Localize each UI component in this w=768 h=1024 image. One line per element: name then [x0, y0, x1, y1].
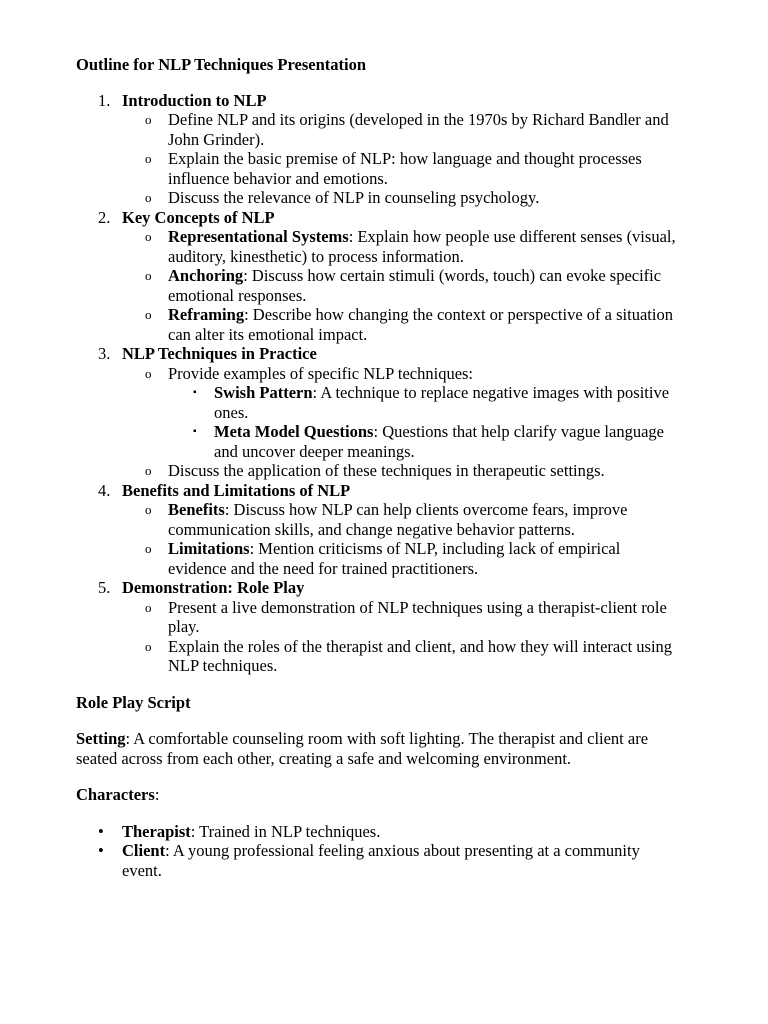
item-text: : Discuss how NLP can help clients overcome fears, improve communication skills, and change negative behavior patterns.	[168, 500, 628, 539]
item-text: Explain the roles of the therapist and client, and how they will interact using NLP techniques.	[168, 636, 673, 675]
item-term: Reframing	[168, 305, 245, 324]
item-text: Provide examples of specific NLP techniques:	[168, 363, 474, 383]
list-item	[122, 149, 676, 188]
character-description: : Trained in NLP techniques.	[190, 821, 381, 841]
roleplay-title: Role Play Script	[76, 692, 191, 712]
sub-list	[122, 110, 676, 208]
item-term: Representational Systems	[168, 227, 349, 246]
characters-list	[76, 822, 676, 881]
circle-bullet-icon: o	[145, 638, 152, 654]
sub-list	[122, 500, 676, 578]
section-heading: NLP Techniques in Practice	[122, 344, 317, 363]
list-item	[122, 266, 676, 305]
list-item	[168, 422, 676, 461]
item-text: Explain the basic premise of NLP: how language and thought processes influence behavior and emotions.	[168, 149, 642, 188]
outline-section	[76, 578, 676, 676]
circle-bullet-icon: o	[145, 599, 152, 615]
character-description: : A young professional feeling anxious about presenting at a community event.	[122, 841, 640, 880]
list-item	[122, 364, 676, 462]
sub-list	[122, 598, 676, 676]
outline-section	[76, 481, 676, 579]
circle-bullet-icon: o	[145, 541, 152, 556]
section-heading: Key Concepts of NLP	[122, 207, 275, 227]
outline-section	[76, 208, 676, 345]
setting-paragraph	[76, 729, 676, 768]
setting-text: : A comfortable counseling room with soft lighting. The therapist and client are seated across from each other, creating a safe and welcoming environment.	[76, 729, 649, 768]
bullet-icon: •	[98, 821, 104, 841]
item-term: Benefits	[168, 500, 225, 519]
circle-bullet-icon: o	[145, 190, 152, 205]
section-number: 2.	[98, 207, 111, 227]
item-text: : A technique to replace negative images with positive ones.	[214, 383, 670, 422]
section-heading: Introduction to NLP	[122, 90, 267, 110]
square-bullet-icon: ▪	[193, 387, 197, 398]
circle-bullet-icon: o	[145, 268, 152, 283]
item-term: Meta Model Questions	[214, 422, 374, 441]
circle-bullet-icon: o	[145, 502, 152, 517]
circle-bullet-icon: o	[145, 151, 152, 166]
outline-list	[76, 91, 676, 676]
list-item	[122, 461, 676, 481]
list-item	[122, 227, 676, 266]
characters-colon: :	[154, 785, 160, 804]
item-text: : Questions that help clarify vague language and uncover deeper meanings.	[214, 422, 664, 461]
item-term: Limitations	[168, 539, 250, 558]
item-text: Present a live demonstration of NLP techniques using a therapist-client role play.	[168, 597, 667, 636]
document-content	[76, 55, 676, 880]
outline-section	[76, 91, 676, 208]
list-item	[168, 383, 676, 422]
item-term: Anchoring	[168, 266, 244, 285]
bullet-icon: •	[98, 841, 104, 860]
item-text: Discuss the relevance of NLP in counseling psychology.	[168, 188, 540, 207]
section-heading: Benefits and Limitations of NLP	[122, 480, 351, 500]
section-number: 5.	[98, 578, 111, 597]
item-text: : Discuss how certain stimuli (words, touch) can evoke specific emotional responses.	[168, 266, 662, 305]
outline-section	[76, 344, 676, 481]
list-item	[122, 188, 676, 208]
list-item	[122, 500, 676, 539]
circle-bullet-icon: o	[145, 112, 152, 127]
list-item	[122, 110, 676, 149]
section-number: 3.	[98, 344, 111, 363]
item-text: : Explain how people use different senses (visual, auditory, kinesthetic) to process information.	[168, 227, 676, 266]
list-item	[122, 637, 676, 676]
item-text: Define NLP and its origins (developed in the 1970s by Richard Bandler and John Grinder).	[168, 110, 669, 149]
square-bullet-icon: ▪	[193, 426, 197, 437]
nested-list	[168, 383, 676, 461]
sub-list	[122, 364, 676, 481]
list-item	[76, 822, 676, 842]
setting-label: Setting	[76, 729, 126, 748]
character-name: Client	[122, 841, 166, 860]
outline-title: Outline for NLP Techniques Presentation	[76, 55, 367, 74]
list-item	[122, 598, 676, 637]
item-text: : Describe how changing the context or perspective of a situation can alter its emotional impact.	[168, 305, 673, 344]
characters-heading	[76, 785, 676, 805]
list-item	[122, 539, 676, 578]
circle-bullet-icon: o	[145, 307, 152, 322]
character-name: Therapist	[122, 821, 191, 841]
list-item	[122, 305, 676, 344]
section-number: 1.	[98, 90, 111, 110]
circle-bullet-icon: o	[145, 229, 152, 244]
circle-bullet-icon: o	[145, 463, 152, 478]
sub-list	[122, 227, 676, 344]
circle-bullet-icon: o	[145, 365, 152, 381]
item-text: Discuss the application of these techniques in therapeutic settings.	[168, 461, 605, 480]
item-term: Swish Pattern	[214, 383, 313, 402]
list-item	[76, 841, 676, 880]
section-heading: Demonstration: Role Play	[122, 578, 305, 597]
section-number: 4.	[98, 480, 111, 500]
item-text: : Mention criticisms of NLP, including lack of empirical evidence and the need for trained practitioners.	[168, 539, 621, 578]
characters-label: Characters	[76, 785, 155, 804]
